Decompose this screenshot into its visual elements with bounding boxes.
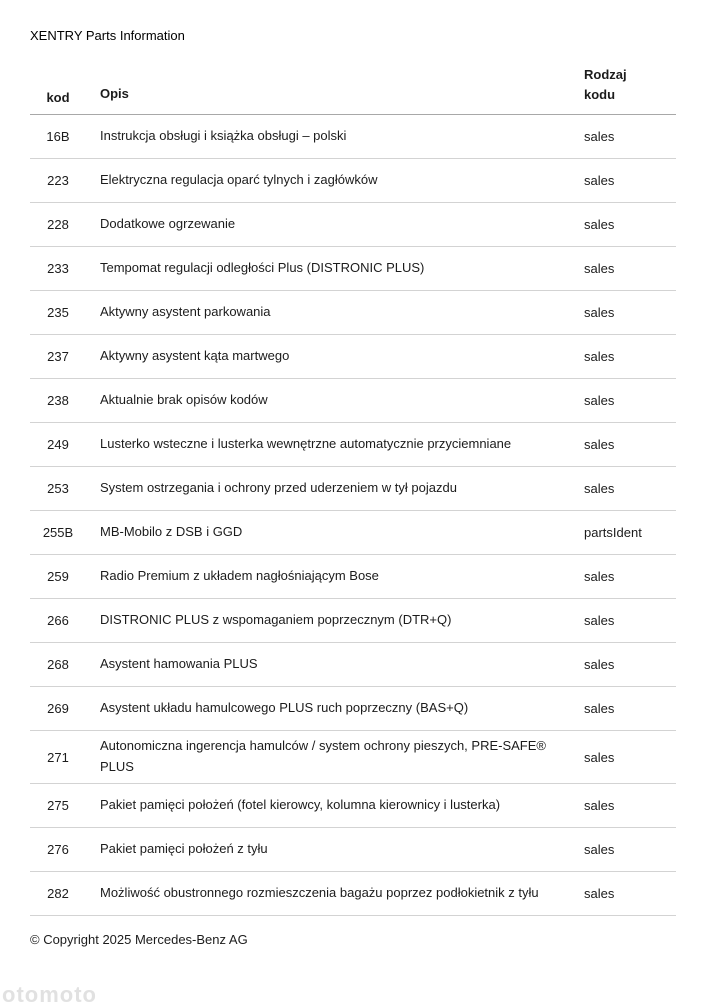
table-row [30, 203, 676, 247]
code-cell: 255B [42, 525, 74, 541]
table-row [30, 828, 676, 872]
column-header-kod: kod [46, 90, 70, 106]
code-cell: 237 [47, 349, 69, 365]
code-type-cell: sales [584, 749, 615, 765]
table-row [30, 511, 676, 555]
code-cell: 228 [47, 217, 69, 233]
code-cell: 235 [47, 305, 69, 321]
code-cell: 271 [47, 749, 69, 765]
description-cell: Możliwość obustronnego rozmieszczenia bagażu poprzez podłokietnik z tyłu [100, 884, 539, 900]
code-type-cell: sales [584, 349, 615, 365]
site-watermark: otomoto [2, 982, 97, 1007]
description-cell: Autonomiczna ingerencja hamulców / system ochrony pieszych, PRE-SAFE® PLUS [100, 738, 546, 775]
code-type-cell: partsIdent [584, 525, 642, 541]
description-cell: Asystent układu hamulcowego PLUS ruch poprzeczny (BAS+Q) [100, 700, 469, 716]
table-row [30, 291, 676, 335]
table-row [30, 555, 676, 599]
code-cell: 16B [46, 129, 70, 145]
code-cell: 259 [47, 569, 69, 585]
parts-table [30, 65, 676, 916]
table-row [30, 379, 676, 423]
code-type-cell: sales [584, 657, 615, 673]
code-type-cell: sales [584, 173, 615, 189]
code-cell: 253 [47, 481, 69, 497]
table-row [30, 731, 676, 784]
code-type-cell: sales [584, 129, 615, 145]
code-cell: 233 [47, 261, 69, 277]
code-type-cell: sales [584, 841, 615, 857]
code-type-cell: sales [584, 437, 615, 453]
description-cell: Dodatkowe ogrzewanie [100, 216, 236, 232]
code-type-cell: sales [584, 569, 615, 585]
description-cell: Asystent hamowania PLUS [100, 656, 258, 672]
table-header-row [30, 65, 676, 115]
code-type-cell: sales [584, 305, 615, 321]
code-cell: 266 [47, 613, 69, 629]
column-header-rodzaj-line2: kodu [584, 87, 616, 103]
description-cell: Aktywny asystent parkowania [100, 304, 271, 320]
description-cell: Aktywny asystent kąta martwego [100, 348, 290, 364]
code-type-cell: sales [584, 217, 615, 233]
description-cell: MB-Mobilo z DSB i GGD [100, 524, 243, 540]
description-cell: System ostrzegania i ochrony przed uderzeniem w tył pojazdu [100, 480, 457, 496]
description-cell: DISTRONIC PLUS z wspomaganiem poprzecznym (DTR+Q) [100, 612, 452, 628]
table-row [30, 599, 676, 643]
table-row [30, 247, 676, 291]
column-header-rodzaj-line1: Rodzaj [584, 67, 627, 82]
table-row [30, 159, 676, 203]
code-type-cell: sales [584, 261, 615, 277]
table-row [30, 687, 676, 731]
table-row [30, 467, 676, 511]
table-row [30, 115, 676, 159]
code-cell: 223 [47, 173, 69, 189]
code-type-cell: sales [584, 885, 615, 901]
code-cell: 282 [47, 885, 69, 901]
code-cell: 249 [47, 437, 69, 453]
code-cell: 269 [47, 701, 69, 717]
column-header-opis: Opis [100, 86, 129, 102]
description-cell: Tempomat regulacji odległości Plus (DISTRONIC PLUS) [100, 260, 425, 276]
description-cell: Instrukcja obsługi i książka obsługi – polski [100, 128, 347, 144]
code-cell: 275 [47, 797, 69, 813]
code-cell: 268 [47, 657, 69, 673]
code-type-cell: sales [584, 613, 615, 629]
description-cell: Elektryczna regulacja oparć tylnych i zagłówków [100, 172, 378, 188]
code-type-cell: sales [584, 701, 615, 717]
table-body [30, 115, 676, 916]
table-row [30, 643, 676, 687]
table-row [30, 784, 676, 828]
description-cell: Lusterko wsteczne i lusterka wewnętrzne automatycznie przyciemniane [100, 436, 512, 452]
code-type-cell: sales [584, 393, 615, 409]
code-type-cell: sales [584, 797, 615, 813]
description-cell: Radio Premium z układem nagłośniającym Bose [100, 568, 379, 584]
table-row [30, 335, 676, 379]
description-cell: Pakiet pamięci położeń (fotel kierowcy, kolumna kierownicy i lusterka) [100, 796, 501, 812]
table-row [30, 872, 676, 916]
copyright-notice: © Copyright 2025 Mercedes-Benz AG [30, 931, 248, 947]
column-header-rodzaj-kodu [570, 65, 676, 105]
code-cell: 238 [47, 393, 69, 409]
page-title: XENTRY Parts Information [30, 28, 185, 43]
table-row [30, 423, 676, 467]
description-cell: Pakiet pamięci położeń z tyłu [100, 840, 268, 856]
description-cell: Aktualnie brak opisów kodów [100, 392, 268, 408]
code-type-cell: sales [584, 481, 615, 497]
code-cell: 276 [47, 841, 69, 857]
